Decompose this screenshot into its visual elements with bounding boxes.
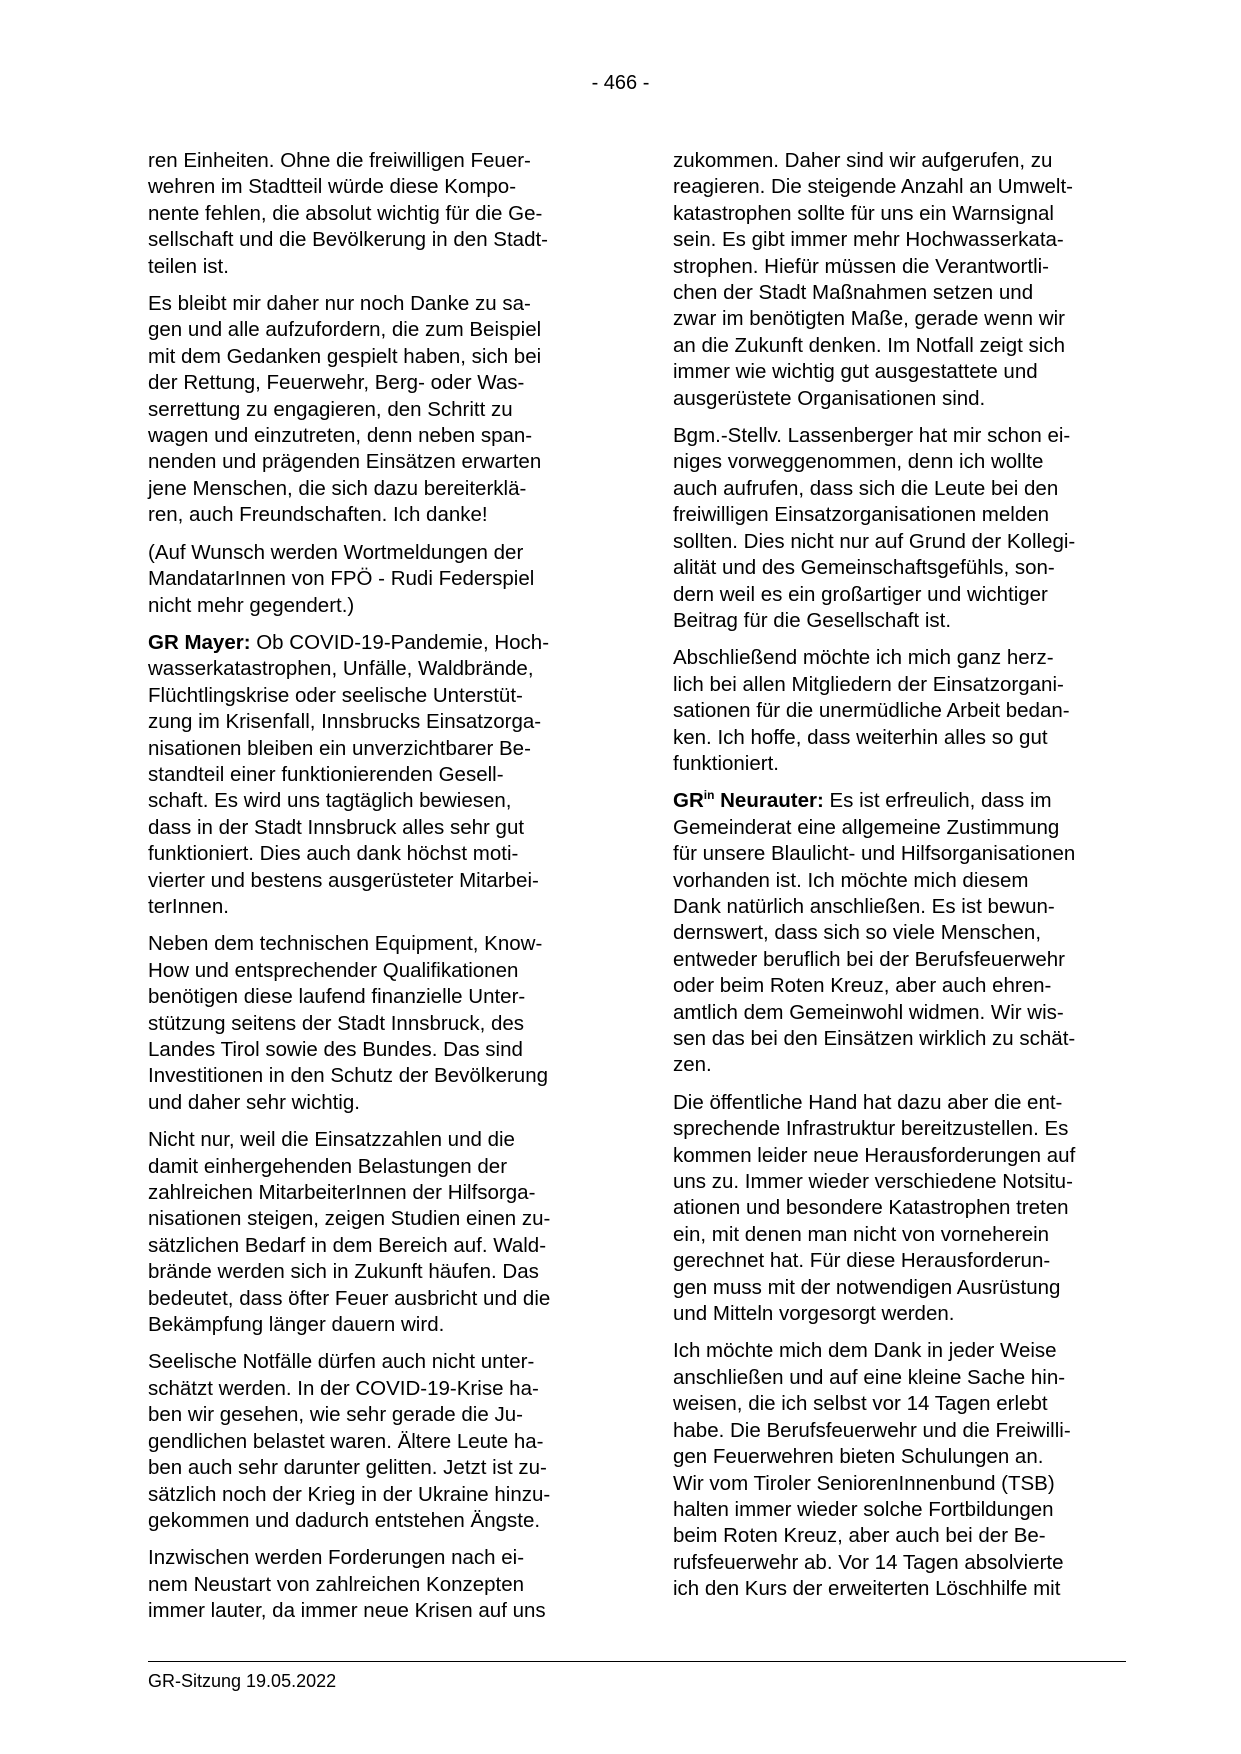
text-line: sein. Es gibt immer mehr Hochwasserkata- — [673, 228, 1064, 252]
text-line: nenden und prägenden Einsätzen erwarten — [148, 450, 542, 474]
text-line: Seelische Notfälle dürfen auch nicht unter- — [148, 1350, 535, 1374]
text-line: Gemeinderat eine allgemeine Zustimmung — [673, 815, 1060, 839]
text-line: Abschließend möchte ich mich ganz herz- — [673, 646, 1054, 670]
text-line: Die öffentliche Hand hat dazu aber die ent- — [673, 1090, 1063, 1114]
text-line: auch aufrufen, dass sich die Leute bei den — [673, 476, 1059, 500]
text-line: rufsfeuerwehr ab. Vor 14 Tagen absolvierte — [673, 1550, 1064, 1574]
text-line: habe. Die Berufsfeuerwehr und die Freiwilli- — [673, 1418, 1071, 1442]
text-line: ausgerüstete Organisationen sind. — [673, 386, 986, 410]
text-line: sationen für die unermüdliche Arbeit bedan- — [673, 699, 1070, 723]
paragraph — [673, 1338, 1124, 1602]
right-column — [673, 148, 1124, 1614]
text-line: stützung seitens der Stadt Innsbruck, des — [148, 1011, 525, 1035]
text-line: teilen ist. — [148, 254, 229, 278]
text-line: MandatarInnen von FPÖ - Rudi Federspiel — [148, 567, 535, 591]
text-line: Bgm.-Stellv. Lassenberger hat mir schon ei- — [673, 424, 1071, 448]
text-line: zung im Krisenfall, Innsbrucks Einsatzorga- — [148, 710, 542, 734]
text-line: für unsere Blaulicht- und Hilfsorganisationen — [673, 842, 1076, 866]
paragraph — [148, 931, 599, 1116]
text-line: uns zu. Immer wieder verschiedene Notsitu- — [673, 1170, 1073, 1194]
paragraph — [673, 645, 1124, 777]
text-line: zahlreichen MitarbeiterInnen der Hilfsorga- — [148, 1181, 536, 1205]
text-line: nem Neustart von zahlreichen Konzepten — [148, 1572, 525, 1596]
paragraph-speech — [673, 788, 1124, 1078]
text-line: zukommen. Daher sind wir aufgerufen, zu — [673, 149, 1053, 172]
text-line: und daher sehr wichtig. — [148, 1090, 360, 1114]
text-line — [148, 630, 599, 656]
speaker-surname: Neurauter: — [714, 789, 824, 813]
text-line: nente fehlen, die absolut wichtig für die Ge- — [148, 201, 543, 225]
paragraph-speech — [148, 630, 599, 920]
text-line: Neben dem technischen Equipment, Know- — [148, 932, 543, 956]
text-line: halten immer wieder solche Fortbildungen — [673, 1497, 1054, 1521]
text-line: immer wie wichtig gut ausgestattete und — [673, 360, 1038, 384]
text-line: Beitrag für die Gesellschaft ist. — [673, 608, 952, 632]
text-line: nisationen bleiben ein unverzichtbarer Be- — [148, 736, 531, 760]
text-line: funktioniert. Dies auch dank höchst moti- — [148, 842, 519, 866]
text-line: Inzwischen werden Forderungen nach ei- — [148, 1546, 525, 1570]
text-line: anschließen und auf eine kleine Sache hin- — [673, 1365, 1066, 1389]
paragraph — [148, 148, 599, 280]
text-line: schaft. Es wird uns tagtäglich bewiesen, — [148, 789, 512, 813]
text-line: an die Zukunft denken. Im Notfall zeigt sich — [673, 333, 1065, 357]
text-line: ich den Kurs der erweiterten Löschhilfe mit — [673, 1577, 1061, 1601]
text-line: gen Feuerwehren bieten Schulungen an. — [673, 1445, 1044, 1469]
text-segment: Es ist erfreulich, dass im — [823, 789, 1052, 813]
text-line: amtlich dem Gemeinwohl widmen. Wir wis- — [673, 1000, 1064, 1024]
text-line: chen der Stadt Maßnahmen setzen und — [673, 281, 1034, 305]
text-line: How und entsprechender Qualifikationen — [148, 958, 519, 982]
text-segment: Ob COVID-19-Pandemie, Hoch- — [250, 630, 550, 654]
text-line: beim Roten Kreuz, aber auch bei der Be- — [673, 1524, 1046, 1548]
text-line: gen und alle aufzufordern, die zum Beispiel — [148, 318, 542, 342]
paragraph — [673, 423, 1124, 634]
text-line: immer lauter, da immer neue Krisen auf uns — [148, 1599, 546, 1623]
text-line: serrettung zu engagieren, den Schritt zu — [148, 397, 513, 421]
text-line — [673, 788, 1124, 814]
text-line: ken. Ich hoffe, dass weiterhin alles so gut — [673, 725, 1048, 749]
speaker-name — [673, 789, 824, 812]
text-line: wehren im Stadtteil würde diese Kompo- — [148, 175, 517, 199]
left-column — [148, 148, 599, 1636]
text-line: gekommen und dadurch entstehen Ängste. — [148, 1508, 541, 1532]
text-line: Landes Tirol sowie des Bundes. Das sind — [148, 1038, 523, 1061]
text-line: ben auch sehr darunter gelitten. Jetzt ist zu- — [148, 1456, 547, 1480]
text-line: weisen, die ich selbst vor 14 Tagen erlebt — [673, 1392, 1048, 1416]
text-line: oder beim Roten Kreuz, aber auch ehren- — [673, 974, 1052, 998]
text-line: ein, mit denen man nicht von vorneherein — [673, 1222, 1050, 1246]
text-line: kommen leider neue Herausforderungen auf — [673, 1143, 1076, 1167]
text-line: benötigen diese laufend finanzielle Unter- — [148, 985, 526, 1009]
text-line: sätzlich noch der Krieg in der Ukraine hinzu- — [148, 1482, 551, 1506]
text-line: niges vorweggenommen, denn ich wollte — [673, 450, 1044, 474]
text-line: reagieren. Die steigende Anzahl an Umwelt- — [673, 175, 1073, 199]
text-line: entweder beruflich bei der Berufsfeuerwehr — [673, 947, 1065, 971]
text-line: wagen und einzutreten, denn neben span- — [148, 424, 533, 448]
text-line: bedeutet, dass öfter Feuer ausbricht und die — [148, 1286, 551, 1310]
text-line: sollten. Dies nicht nur auf Grund der Kollegi- — [673, 529, 1076, 553]
text-line: terInnen. — [148, 894, 229, 918]
text-line: Flüchtlingskrise oder seelische Unterstüt- — [148, 683, 523, 707]
text-line: sätzlichen Bedarf in dem Bereich auf. Wald- — [148, 1233, 547, 1257]
text-line: gen muss mit der notwendigen Ausrüstung — [673, 1275, 1061, 1299]
paragraph — [148, 1127, 599, 1338]
text-line: ren Einheiten. Ohne die freiwilligen Feuer- — [148, 149, 531, 172]
paragraph — [148, 1545, 599, 1624]
text-line: schätzt werden. In der COVID-19-Krise ha- — [148, 1376, 539, 1400]
speaker-title-sup: in — [703, 788, 715, 803]
text-line: alität und des Gemeinschaftsgefühls, son- — [673, 556, 1055, 580]
speaker-title: GR — [673, 789, 704, 813]
text-line: lich bei allen Mitgliedern der Einsatzorgani- — [673, 672, 1064, 696]
text-line: sellschaft und die Bevölkerung in den Stadt- — [148, 228, 549, 252]
text-line: ben wir gesehen, wie sehr gerade die Ju- — [148, 1403, 523, 1427]
page-number: - 466 - — [591, 72, 650, 94]
text-line: ationen und besondere Katastrophen treten — [673, 1196, 1069, 1220]
paragraph — [148, 1349, 599, 1534]
text-line: Bekämpfung länger dauern wird. — [148, 1313, 445, 1337]
text-line: strophen. Hiefür müssen die Verantwortli- — [673, 254, 1050, 278]
text-line: freiwilligen Einsatzorganisationen melden — [673, 503, 1050, 527]
paragraph — [148, 291, 599, 529]
text-line: vorhanden ist. Ich möchte mich diesem — [673, 868, 1029, 892]
paragraph — [673, 1090, 1124, 1328]
text-line: Es bleibt mir daher nur noch Danke zu sa- — [148, 292, 531, 316]
text-line: Wir vom Tiroler SeniorenInnenbund (TSB) — [673, 1471, 1055, 1495]
text-line: jene Menschen, die sich dazu bereiterklä- — [148, 476, 527, 500]
text-line: standteil einer funktionierenden Gesell- — [148, 762, 504, 786]
text-line: nisationen steigen, zeigen Studien einen zu- — [148, 1207, 551, 1231]
text-line: Investitionen in den Schutz der Bevölkerung — [148, 1064, 549, 1088]
paragraph — [673, 148, 1124, 412]
text-line: nicht mehr gegendert.) — [148, 593, 355, 617]
text-line: brände werden sich in Zukunft häufen. Das — [148, 1260, 539, 1284]
text-line: der Rettung, Feuerwehr, Berg- oder Was- — [148, 371, 525, 395]
text-line: gendlichen belastet waren. Ältere Leute ha- — [148, 1429, 544, 1453]
text-line: ren, auch Freundschaften. Ich danke! — [148, 503, 488, 527]
text-line: Nicht nur, weil die Einsatzzahlen und die — [148, 1128, 515, 1152]
text-line: dass in der Stadt Innsbruck alles sehr gut — [148, 815, 525, 839]
text-line: und Mitteln vorgesorgt werden. — [673, 1302, 955, 1326]
text-line: gerechnet hat. Für diese Herausforderun- — [673, 1249, 1051, 1273]
text-line: dern weil es ein großartiger und wichtiger — [673, 582, 1048, 606]
text-line: Dank natürlich anschließen. Es ist bewun- — [673, 894, 1055, 918]
text-line: funktioniert. — [673, 751, 779, 775]
footer-text: GR-Sitzung 19.05.2022 — [148, 1671, 337, 1691]
text-line: (Auf Wunsch werden Wortmeldungen der — [148, 540, 524, 564]
text-line: katastrophen sollte für uns ein Warnsignal — [673, 201, 1054, 225]
text-line: zen. — [673, 1053, 712, 1077]
paragraph-note — [148, 540, 599, 619]
text-line: sen das bei den Einsätzen wirklich zu schät- — [673, 1027, 1076, 1050]
text-line: Ich möchte mich dem Dank in jeder Weise — [673, 1339, 1057, 1363]
text-line: dernswert, dass sich so viele Menschen, — [673, 921, 1042, 945]
text-line: mit dem Gedanken gespielt haben, sich bei — [148, 344, 542, 368]
text-line: vierter und bestens ausgerüsteter Mitarbei- — [148, 868, 539, 892]
footer-divider — [148, 1661, 1126, 1662]
text-line: sprechende Infrastruktur bereitzustellen. Es — [673, 1117, 1069, 1141]
text-line: zwar im benötigten Maße, gerade wenn wir — [673, 307, 1065, 331]
speaker-name: GR Mayer: — [148, 630, 251, 654]
text-line: wasserkatastrophen, Unfälle, Waldbrände, — [148, 657, 534, 681]
text-line: damit einhergehenden Belastungen der — [148, 1154, 508, 1178]
